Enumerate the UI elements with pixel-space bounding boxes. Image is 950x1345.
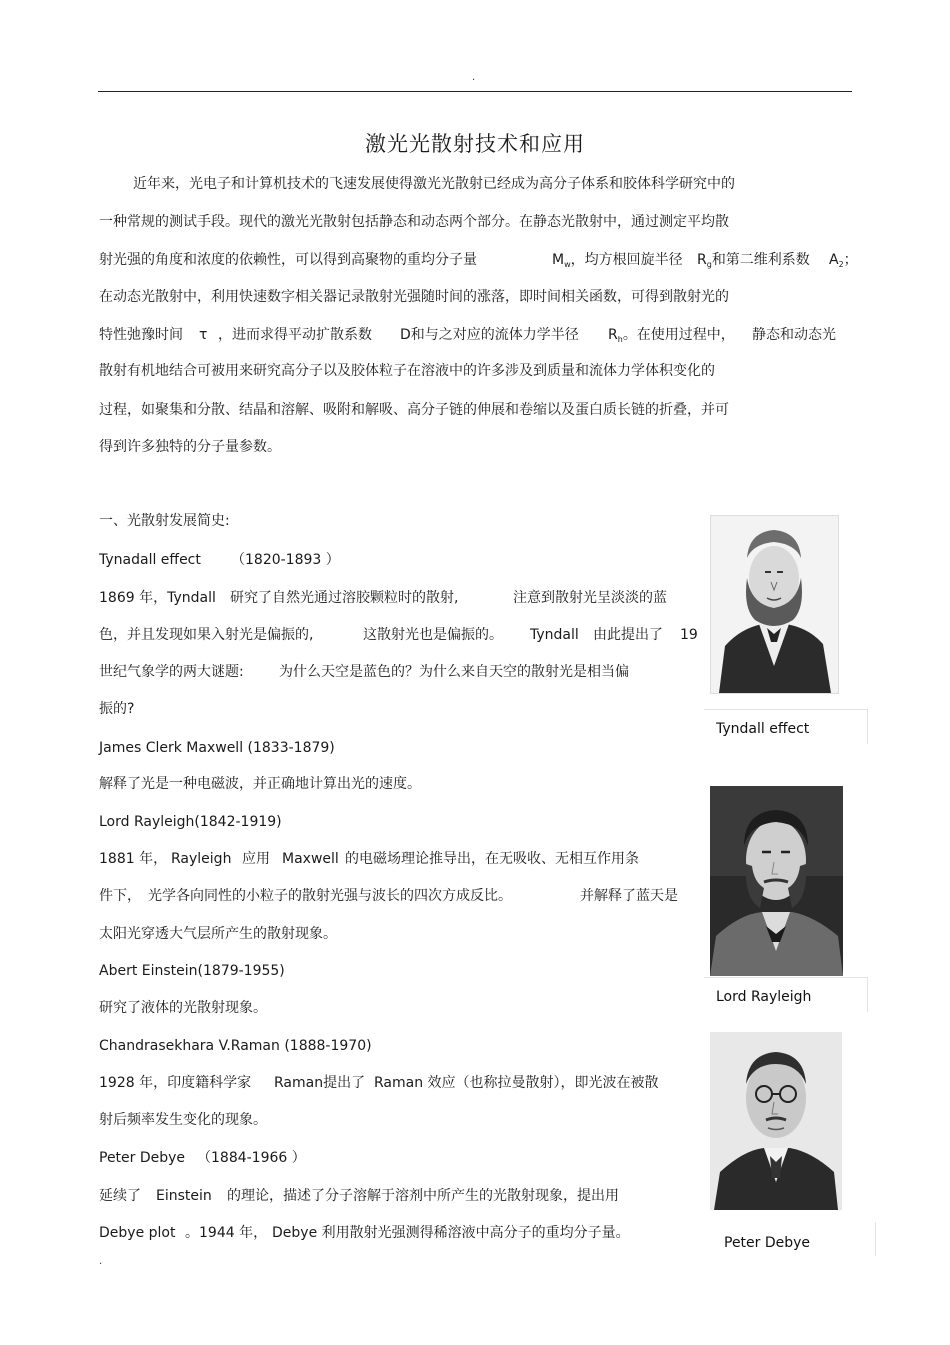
debye-portrait [710, 1032, 842, 1210]
section-heading: 一、光散射发展简史: [99, 513, 230, 529]
debye-portrait-drawing [710, 1032, 842, 1210]
tyndall-text-2c: Tyndall [530, 627, 579, 643]
debye-text-1c: 的理论，描述了分子溶解于溶剂中所产生的光散射现象，提出用 [227, 1188, 619, 1204]
tyndall-caption-box [704, 709, 868, 744]
debye-text-1a: 延续了 [99, 1188, 141, 1204]
tyndall-text-2d: 由此提出了 [593, 627, 663, 643]
tyndall-text-1a: 1869 年，Tyndall [99, 590, 216, 606]
rayleigh-text-2c: 并解释了蓝天是 [580, 888, 678, 904]
tyndall-caption: Tyndall effect [716, 721, 810, 737]
debye-text-2b: 。1944 年， [185, 1225, 268, 1241]
rayleigh-text-1e: 的电磁场理论推导出，在无吸收、无相互作用条 [345, 851, 639, 867]
rayleigh-text-1a: 1881 年， [99, 851, 168, 867]
footer-dot: . [99, 1256, 103, 1267]
intro-line-7: 过程，如聚集和分散、结晶和溶解、吸附和解吸、高分子链的伸展和卷缩以及蛋白质长链的折叠，并可 [99, 402, 729, 418]
intro-line-2: 一种常规的测试手段。现代的激光光散射包括静态和动态两个部分。在静态光散射中，通过测定平均散 [99, 214, 729, 230]
raman-text-2: 射后频率发生变化的现象。 [99, 1112, 267, 1128]
rayleigh-text-1b: Rayleigh [171, 851, 232, 867]
rayleigh-text-3: 太阳光穿透大气层所产生的散射现象。 [99, 926, 337, 942]
intro-symbol-mw: $M_w$，均方根回旋半径 [552, 252, 683, 269]
header-rule [98, 91, 852, 92]
raman-text-1b: Raman提出了 [274, 1075, 366, 1091]
tyndall-portrait-drawing [711, 516, 838, 693]
debye-heading: Peter Debye [99, 1150, 186, 1166]
tyndall-heading: Tynadall effect [99, 552, 201, 568]
intro-line-5e: 静态和动态光 [752, 327, 836, 343]
tyndall-text-2b: 这散射光也是偏振的。 [363, 627, 503, 643]
intro-line-6: 散射有机地结合可被用来研究高分子以及胶体粒子在溶液中的许多涉及到质量和流体力学体积变化的 [99, 363, 715, 379]
rayleigh-caption-box [704, 977, 868, 1012]
raman-text-1a: 1928 年，印度籍科学家 [99, 1075, 252, 1091]
rayleigh-heading: Lord Rayleigh(1842-1919) [99, 814, 282, 830]
intro-symbol-a2: $A_2$； [829, 252, 858, 269]
tyndall-text-1b: 研究了自然光通过溶胶颗粒时的散射, [230, 590, 459, 606]
einstein-text: 研究了液体的光散射现象。 [99, 1000, 267, 1016]
tyndall-text-3a: 世纪气象学的两大谜题: [99, 664, 244, 680]
intro-line-1: 近年来，光电子和计算机技术的飞速发展使得激光光散射已经成为高分子体系和胶体科学研究中的 [133, 176, 735, 192]
tyndall-text-4: 振的? [99, 701, 135, 717]
maxwell-heading: James Clerk Maxwell (1833-1879) [99, 740, 335, 756]
tyndall-years: （1820-1893 ） [231, 552, 340, 568]
raman-heading: Chandrasekhara V.Raman (1888-1970) [99, 1038, 372, 1054]
rayleigh-text-2b: 光学各向同性的小粒子的散射光强与波长的四次方成反比。 [148, 888, 512, 904]
rayleigh-text-2a: 件下， [99, 888, 141, 904]
debye-text-2a: Debye plot [99, 1225, 176, 1241]
debye-years: （1884-1966 ） [197, 1150, 306, 1166]
tyndall-text-1c: 注意到散射光呈淡淡的蓝 [513, 590, 667, 606]
rayleigh-text-1c: 应用 [242, 851, 270, 867]
intro-line-5b: ，进而求得平动扩散系数 [218, 327, 372, 343]
debye-text-2c: Debye 利用散射光强测得稀溶液中高分子的重均分子量。 [272, 1225, 630, 1241]
intro-text: 射光强的角度和浓度的依赖性，可以得到高聚物的重均分子量 [99, 252, 477, 268]
tyndall-text-2a: 色，并且发现如果入射光是偏振的, [99, 627, 314, 643]
tyndall-portrait [710, 515, 839, 694]
rayleigh-portrait [710, 786, 843, 976]
intro-line-4: 在动态光散射中，利用快速数字相关器记录散射光强随时间的涨落，即时间相关函数，可得到散射光的 [99, 289, 729, 305]
tyndall-text-2e: 19 [680, 627, 698, 643]
maxwell-text: 解释了光是一种电磁波，并正确地计算出光的速度。 [99, 776, 421, 792]
header-dot: . [472, 72, 476, 83]
intro-symbol-tau: τ [199, 327, 208, 343]
intro-line-8: 得到许多独特的分子量参数。 [99, 439, 281, 455]
raman-text-1c: Raman 效应（也称拉曼散射），即光波在被散 [374, 1075, 659, 1091]
rayleigh-portrait-drawing [710, 786, 843, 976]
debye-caption-border [875, 1222, 876, 1256]
debye-caption: Peter Debye [724, 1235, 811, 1251]
intro-line-5a: 特性弛豫时间 [99, 327, 183, 343]
einstein-heading: Abert Einstein(1879-1955) [99, 963, 285, 979]
intro-symbol-rg: $R_g$和第二维利系数 [697, 252, 810, 269]
debye-text-1b: Einstein [156, 1188, 212, 1204]
intro-line-3 [99, 250, 477, 270]
intro-symbol-rh: $R_h$。在使用过程中， [608, 327, 735, 344]
page-title: 激光光散射技术和应用 [365, 132, 585, 156]
rayleigh-caption: Lord Rayleigh [716, 989, 812, 1005]
rayleigh-text-1d: Maxwell [282, 851, 339, 867]
tyndall-text-3b: 为什么天空是蓝色的？为什么来自天空的散射光是相当偏 [279, 664, 629, 680]
intro-symbol-d: D和与之对应的流体力学半径 [400, 327, 579, 343]
